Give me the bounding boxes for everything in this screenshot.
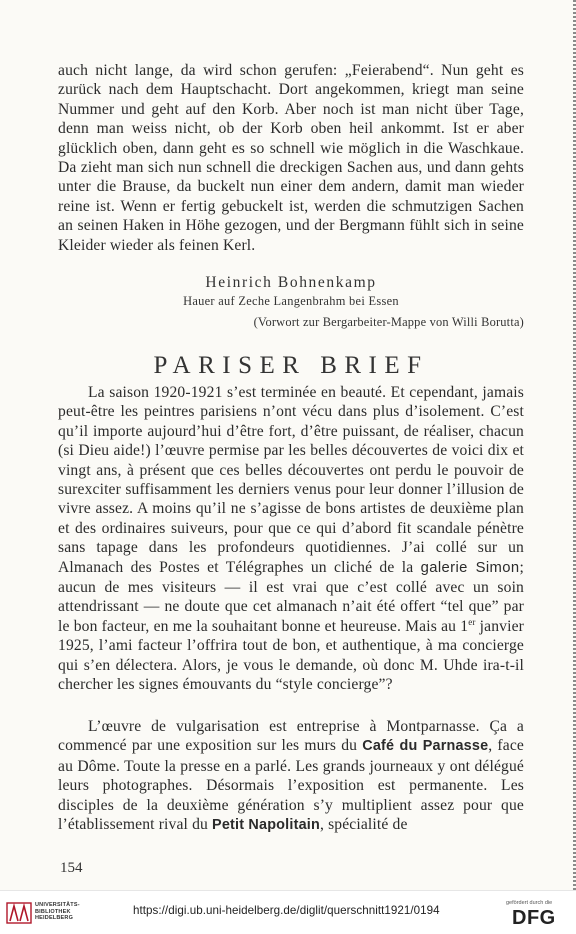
permalink-url[interactable]: https://digi.ub.uni-heidelberg.de/diglit/querschnitt1921/0194 (133, 904, 440, 917)
page-number: 154 (60, 860, 83, 876)
text-run: janvier 1925, l’ami facteur l’offrira tout de bon, et authentique, à ma concierge qui s’en délectera. Alors, je vous le demande, où donc M. Uhde ira-t-il chercher les signes émouvants du “style concierge”? (58, 617, 524, 694)
article-paragraph (58, 717, 524, 835)
highlight-name: galerie Simon (420, 559, 520, 576)
text-paragraph (58, 61, 524, 255)
text-run: , spécialité de (319, 816, 408, 834)
highlight-name: Café du Parnasse (362, 738, 489, 755)
date-day: 1 (460, 617, 469, 635)
text-run: , face au Dôme. Toute la presse en a parlé. Les grands journeaux y ont délégué leurs photographes. Désormais l’exposition est permanente. Les disciples de la deuxième génération s’y multiplient assez pour que l’établissement rival du (58, 737, 524, 834)
library-name-line: UNIVERSITÄTS- (35, 902, 80, 908)
article-title: PARISER BRIEF (153, 352, 429, 379)
text-run: L’œuvre de vulgarisation est entreprise à Montparnasse. Ça a commencé par une exposition sur les murs du (58, 718, 524, 755)
paragraph-text (58, 717, 524, 835)
article-paragraph (58, 383, 524, 695)
signature-source: (Vorwort zur Bergarbeiter-Mappe von Willi Borutta) (253, 315, 524, 329)
library-name-line: BIBLIOTHEK (35, 908, 71, 915)
text-run: La saison 1920-1921 s’est terminée en beauté. Et cependant, jamais peut-être les peintres parisiens n’ont vécu dans plus d’isolement. C’est qu’il importe aujourd’hui d’être fort, d’être puissant, de réaliser, chacun (si Dieu aide!) l’œuvre permise par les belles découvertes de voici dix et vingt ans, à présent que ces belles découvertes ont perdu le pouvoir de surexciter suffisamment les derniers venus pour leur donner l’illusion de vivre assez. A moins qu’il ne s’agisse de bons artistes de deuxième plan et des ordinaires suiveurs, pour que ce qui d’abord fit scandale pénètre sans tapage dans les profondeurs quotidiennes. J’ai collé sur un Almanach des Postes et Télégraphes un cliché de la (58, 384, 524, 576)
paragraph-text (58, 383, 524, 695)
highlight-name: Petit Napolitain (212, 817, 320, 834)
funder-label: gefördert durch die (506, 900, 553, 906)
text-run: ; aucun de mes visiteurs — il est vrai que c’est collé avec un soin attendrissant — ne doute que cet almanach n’ait été offert “tel que” par le bon facteur, en me la souhaitant bonne et heureuse. Mais au (58, 558, 524, 635)
signature-role: Hauer auf Zeche Langenbrahm bei Essen (183, 294, 399, 308)
library-name (35, 902, 80, 922)
dfg-logo: DFG (512, 907, 556, 929)
ordinal-suffix: er (468, 616, 476, 627)
signature-name: Heinrich Bohnenkamp (205, 274, 377, 291)
viewer-footer (0, 890, 576, 934)
body-text: auch nicht lange, da wird schon gerufen: „Feierabend“. Nun geht es zurück nach dem Hauptschacht. Dort angekommen, kriegt man seine Nummer und geht auf den Korb. Aber noch ist man nicht über Tage, denn man weiss nicht, ob der Korb oben heil ankommt. Ist er aber glücklich oben, dann geht es so schnell wie möglich in die Waschkaue. Da zieht man sich nun schnell die dreckigen Sachen aus, und dann gehts unter die Brause, da buckelt nun einer dem andern, damit man wieder reine ist. Wenn er fertig gebuckelt ist, werden die schmutzigen Sachen an seinen Haken in Höhe gezogen, und der Bergmann fühlt sich in seine Kleider wieder als feinen Kerl. (58, 62, 524, 254)
university-library-logo-icon (6, 901, 32, 925)
library-name-line: HEIDELBERG (35, 915, 74, 922)
